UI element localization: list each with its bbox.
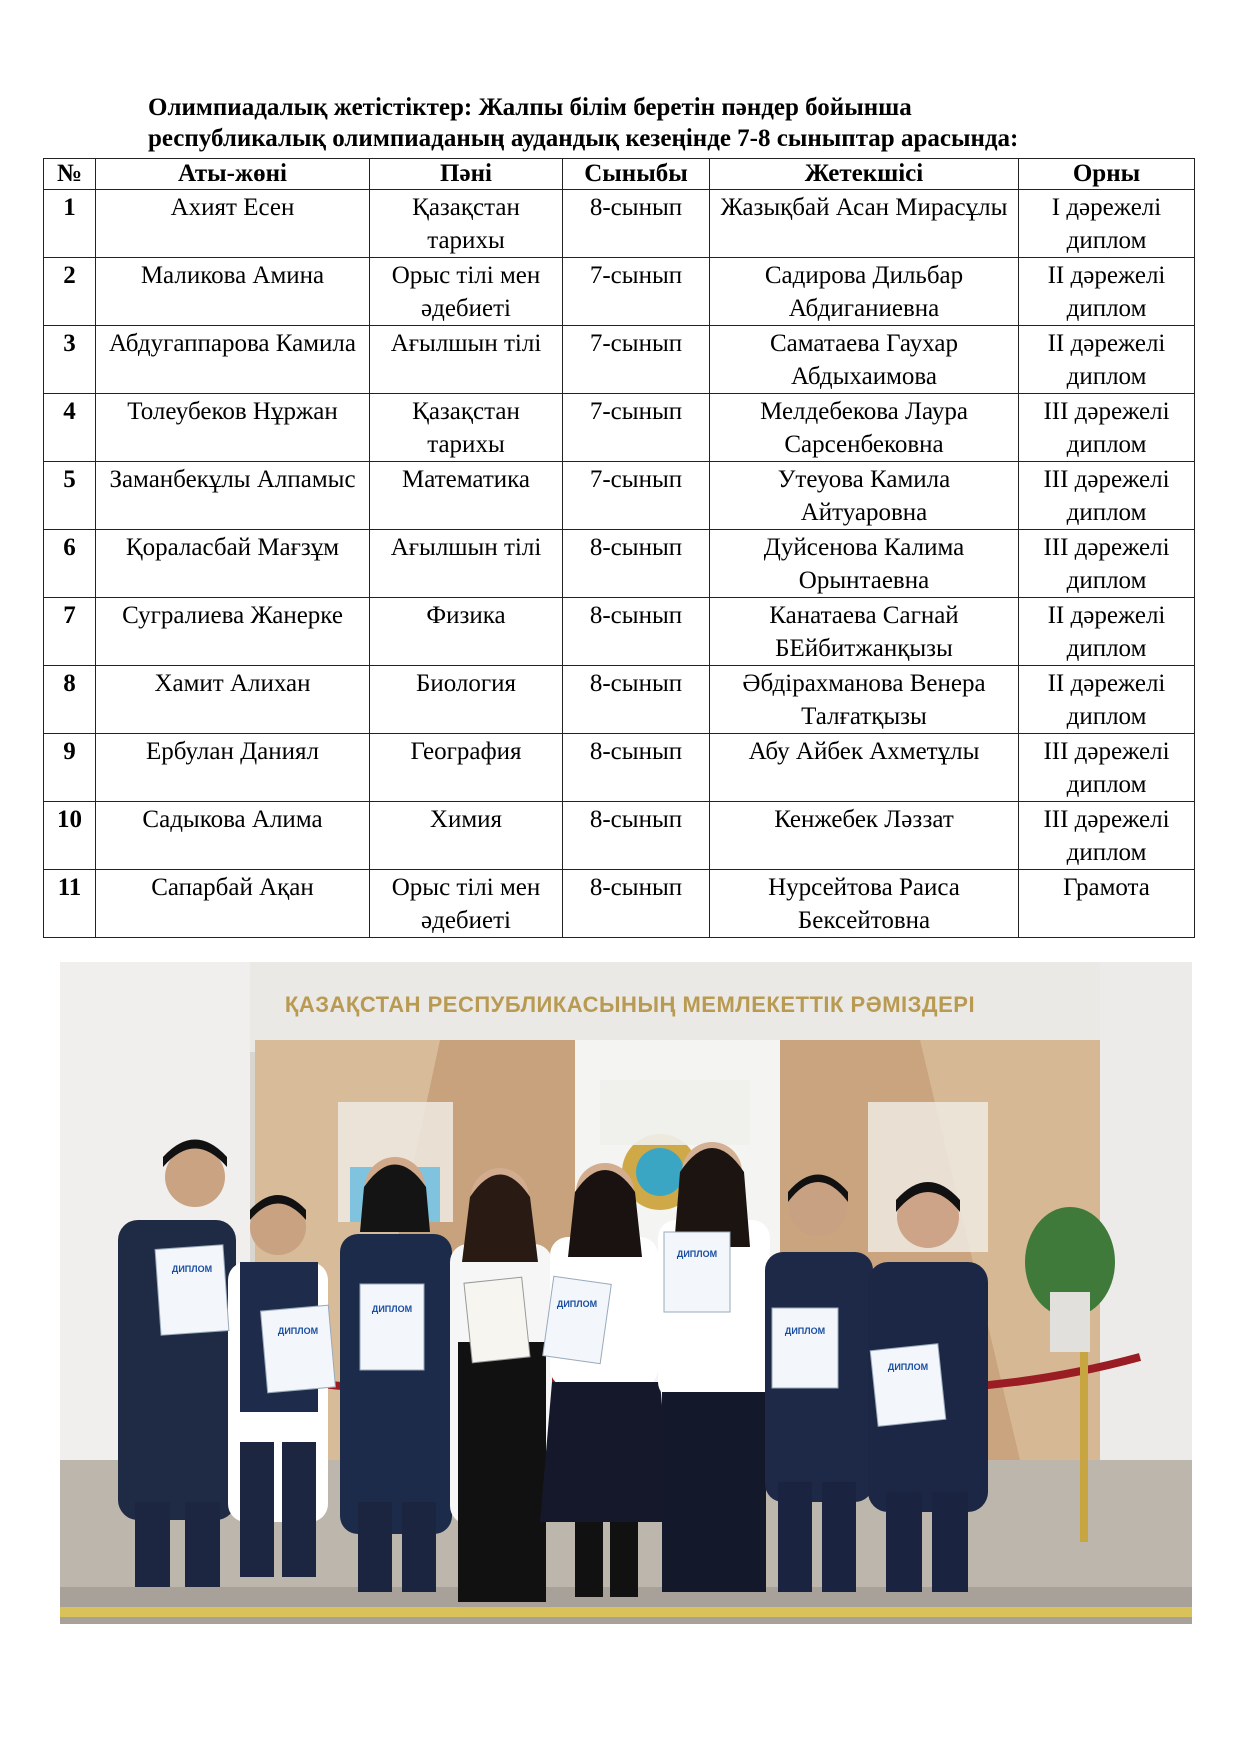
cell-grade: 8-сынып <box>563 870 710 938</box>
table-row <box>44 530 1195 598</box>
table-row <box>44 802 1195 870</box>
cell-name: Қораласбай Мағзұм <box>96 530 370 598</box>
table-row <box>44 598 1195 666</box>
cell-place: II дәрежелі диплом <box>1019 326 1195 394</box>
cell-name: Ахият Есен <box>96 190 370 258</box>
cell-number: 1 <box>44 190 96 258</box>
cell-number: 11 <box>44 870 96 938</box>
cell-grade: 8-сынып <box>563 802 710 870</box>
cell-place: III дәрежелі диплом <box>1019 462 1195 530</box>
diploma-label-7: ДИПЛОМ <box>887 1362 929 1372</box>
cell-grade: 8-сынып <box>563 598 710 666</box>
cell-number: 6 <box>44 530 96 598</box>
cell-teacher: Канатаева Сагнай БЕйбитжанқызы <box>710 598 1019 666</box>
cell-subject: Ағылшын тілі <box>370 326 563 394</box>
cell-grade: 8-сынып <box>563 666 710 734</box>
page-heading <box>148 92 1208 154</box>
cell-teacher: Дуйсенова Калима Орынтаевна <box>710 530 1019 598</box>
cell-place: III дәрежелі диплом <box>1019 734 1195 802</box>
olympiad-results-table <box>43 158 1195 938</box>
header-name: Аты-жөні <box>96 159 370 190</box>
cell-subject: Орыс тілі мен әдебиеті <box>370 258 563 326</box>
cell-place: III дәрежелі диплом <box>1019 530 1195 598</box>
cell-grade: 7-сынып <box>563 394 710 462</box>
cell-place: III дәрежелі диплом <box>1019 802 1195 870</box>
cell-teacher: Садирова Дильбар Абдиганиевна <box>710 258 1019 326</box>
header-subject: Пәні <box>370 159 563 190</box>
table-row <box>44 258 1195 326</box>
cell-number: 10 <box>44 802 96 870</box>
diploma-label-3: ДИПЛОМ <box>371 1304 413 1314</box>
cell-subject: Физика <box>370 598 563 666</box>
table-header-row <box>44 159 1195 190</box>
cell-number: 2 <box>44 258 96 326</box>
cell-place: II дәрежелі диплом <box>1019 666 1195 734</box>
cell-subject: Химия <box>370 802 563 870</box>
cell-place: Грамота <box>1019 870 1195 938</box>
diploma-label-6: ДИПЛОМ <box>784 1326 826 1336</box>
cell-grade: 7-сынып <box>563 258 710 326</box>
cell-teacher: Саматаева Гаухар Абдыхаимова <box>710 326 1019 394</box>
heading-line-1: Олимпиадалық жетістіктер: Жалпы білім беретін пәндер бойынша <box>148 94 912 121</box>
table-row <box>44 394 1195 462</box>
header-number: № <box>44 159 96 190</box>
cell-place: II дәрежелі диплом <box>1019 598 1195 666</box>
cell-name: Маликова Амина <box>96 258 370 326</box>
group-photo <box>60 962 1192 1624</box>
table-row <box>44 326 1195 394</box>
cell-grade: 8-сынып <box>563 530 710 598</box>
table-row <box>44 190 1195 258</box>
cell-subject: География <box>370 734 563 802</box>
cell-name: Сугралиева Жанерке <box>96 598 370 666</box>
cell-name: Садыкова Алима <box>96 802 370 870</box>
diploma-label-2: ДИПЛОМ <box>277 1326 319 1336</box>
cell-subject: Орыс тілі мен әдебиеті <box>370 870 563 938</box>
header-teacher: Жетекшісі <box>710 159 1019 190</box>
cell-subject: Биология <box>370 666 563 734</box>
cell-subject: Математика <box>370 462 563 530</box>
cell-grade: 8-сынып <box>563 734 710 802</box>
cell-name: Заманбекұлы Алпамыс <box>96 462 370 530</box>
cell-teacher: Абу Айбек Ахметұлы <box>710 734 1019 802</box>
cell-teacher: Мелдебекова Лаура Сарсенбековна <box>710 394 1019 462</box>
cell-number: 3 <box>44 326 96 394</box>
table-row <box>44 462 1195 530</box>
cell-teacher: Жазықбай Асан Мирасұлы <box>710 190 1019 258</box>
cell-subject: Ағылшын тілі <box>370 530 563 598</box>
cell-teacher: Әбдірахманова Венера Талғатқызы <box>710 666 1019 734</box>
cell-teacher: Нурсейтова Раиса Бексейтовна <box>710 870 1019 938</box>
cell-number: 8 <box>44 666 96 734</box>
cell-name: Ербулан Даниял <box>96 734 370 802</box>
cell-number: 4 <box>44 394 96 462</box>
table-row <box>44 870 1195 938</box>
table-row <box>44 666 1195 734</box>
cell-number: 5 <box>44 462 96 530</box>
cell-number: 7 <box>44 598 96 666</box>
cell-place: III дәрежелі диплом <box>1019 394 1195 462</box>
cell-place: II дәрежелі диплом <box>1019 258 1195 326</box>
cell-name: Абдугаппарова Камила <box>96 326 370 394</box>
heading-line-2: республикалық олимпиаданың аудандық кезеңінде 7-8 сыныптар арасында: <box>148 125 1019 152</box>
cell-grade: 7-сынып <box>563 462 710 530</box>
header-grade: Сыныбы <box>563 159 710 190</box>
header-place: Орны <box>1019 159 1195 190</box>
cell-name: Хамит Алихан <box>96 666 370 734</box>
cell-grade: 8-сынып <box>563 190 710 258</box>
cell-grade: 7-сынып <box>563 326 710 394</box>
cell-subject: Қазақстан тарихы <box>370 190 563 258</box>
cell-subject: Қазақстан тарихы <box>370 394 563 462</box>
diploma-label-4: ДИПЛОМ <box>556 1299 598 1309</box>
diploma-label-1: ДИПЛОМ <box>171 1264 213 1274</box>
table-row <box>44 734 1195 802</box>
cell-teacher: Утеуова Камила Айтуаровна <box>710 462 1019 530</box>
diploma-label-5: ДИПЛОМ <box>676 1249 718 1259</box>
cell-name: Сапарбай Ақан <box>96 870 370 938</box>
cell-place: I дәрежелі диплом <box>1019 190 1195 258</box>
cell-name: Толеубеков Нұржан <box>96 394 370 462</box>
wall-sign-text: ҚАЗАҚСТАН РЕСПУБЛИКАСЫНЫҢ МЕМЛЕКЕТТІК РӘМІЗДЕРІ <box>284 992 976 1017</box>
cell-number: 9 <box>44 734 96 802</box>
cell-teacher: Кенжебек Ләззат <box>710 802 1019 870</box>
